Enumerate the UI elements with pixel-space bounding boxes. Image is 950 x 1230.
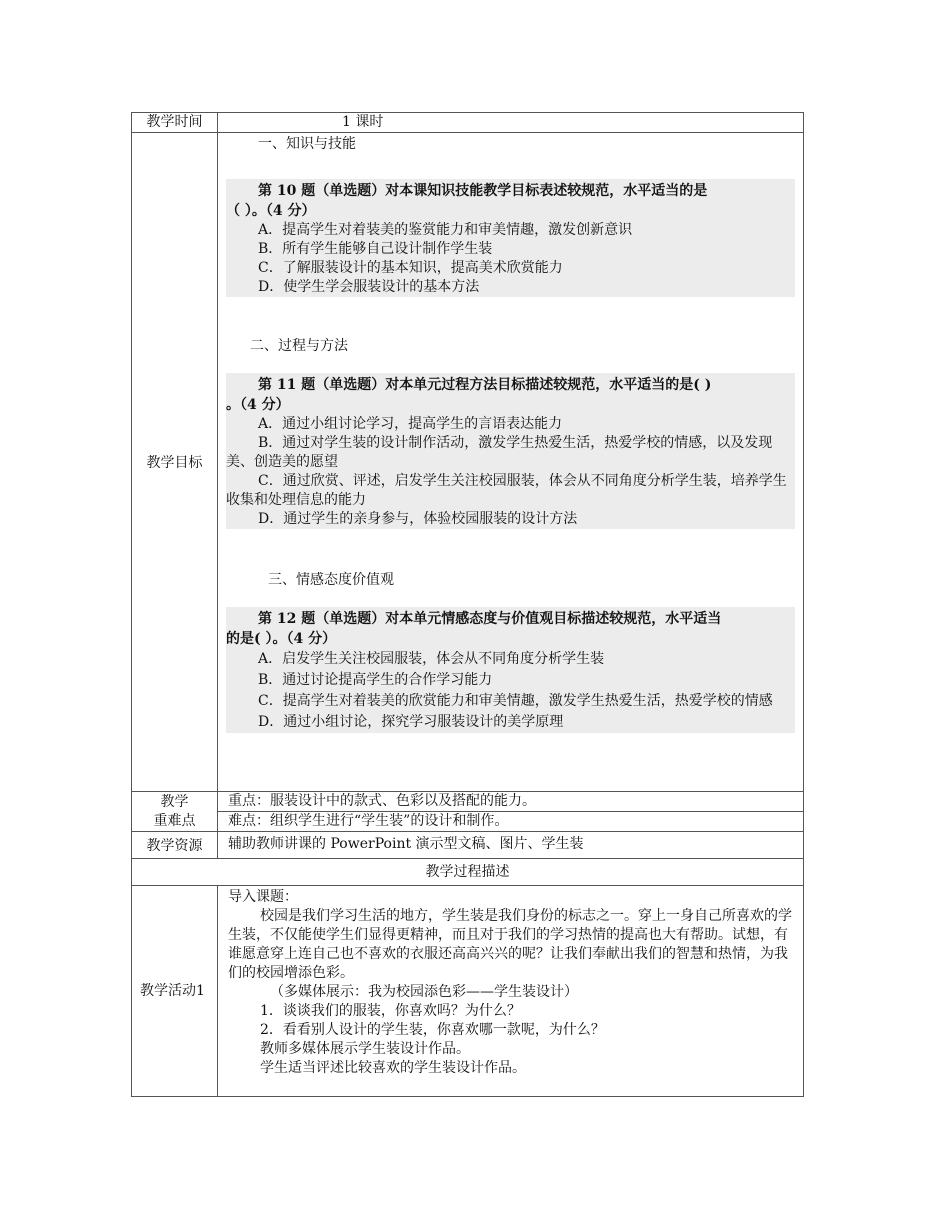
question-11-title-cont: 。（4 分）	[226, 397, 290, 413]
time-label: 教学时间	[132, 113, 218, 133]
resources-label: 教学资源	[132, 832, 218, 859]
multimedia-note: （多媒体展示：我为校园添色彩——学生装设计）	[270, 984, 578, 1000]
question-11	[226, 373, 795, 529]
option-a: A．启发学生关注校园服装，体会从不同角度分析学生装	[258, 651, 605, 667]
question-11-title: 第 11 题（单选题）对本单元过程方法目标描述较规范，水平适当的是( )	[258, 377, 712, 393]
option-a: A．提高学生对着装美的鉴赏能力和审美情趣，激发创新意识	[258, 222, 633, 238]
activity-step-2: 2．看看别人设计的学生装，你喜欢哪一款呢，为什么？	[260, 1022, 605, 1038]
activity1-cell	[218, 886, 804, 1097]
difficulty-text: 难点：组织学生进行“学生装”的设计和制作。	[218, 812, 804, 832]
option-a: A．通过小组讨论学习，提高学生的言语表达能力	[258, 416, 563, 432]
question-10	[226, 179, 795, 297]
intro-heading: 导入课题：	[228, 889, 298, 905]
question-12-title-cont: 的是( ）。（4 分）	[226, 631, 337, 647]
option-b: B．通过对学生装的设计制作活动，激发学生热爱生活，热爱学校的情感，以及发现美、创造美的愿望	[226, 435, 773, 470]
key-points-label	[132, 792, 218, 832]
section-heading-values: 三、情感态度价值观	[268, 572, 394, 588]
objectives-row	[132, 133, 804, 792]
question-10-title: 第 10 题（单选题）对本课知识技能教学目标表述较规范，水平适当的是	[258, 183, 708, 199]
option-d: D．通过小组讨论，探究学习服装设计的美学原理	[258, 714, 564, 730]
option-d: D．通过学生的亲身参与，体验校园服装的设计方法	[258, 511, 578, 527]
key-points-row-focus	[132, 792, 804, 812]
option-b: B．所有学生能够自己设计制作学生装	[258, 241, 493, 257]
time-value: 1 课时	[218, 113, 804, 133]
key-points-row-difficulty	[132, 812, 804, 832]
question-12-title: 第 12 题（单选题）对本单元情感态度与价值观目标描述较规范，水平适当	[258, 611, 722, 627]
section-heading-process: 二、过程与方法	[250, 338, 348, 354]
option-c: C．了解服装设计的基本知识，提高美术欣赏能力	[258, 260, 563, 276]
activity-step-1: 1．谈谈我们的服装，你喜欢吗？为什么？	[260, 1003, 521, 1019]
teacher-demo: 教师多媒体展示学生装设计作品。	[260, 1041, 470, 1057]
student-review: 学生适当评述比较喜欢的学生装设计作品。	[260, 1060, 526, 1076]
section-heading-knowledge: 一、知识与技能	[258, 136, 356, 152]
activity1-label: 教学活动1	[132, 886, 218, 1097]
question-10-title-cont: （ ）。（4 分）	[226, 203, 316, 219]
option-d: D．使学生学会服装设计的基本方法	[258, 279, 480, 295]
intro-paragraph: 校园是我们学习生活的地方，学生装是我们身份的标志之一。穿上一身自己所喜欢的学生装，不仅能使学生们显得更精神，而且对于我们的学习热情的提高也大有帮助。试想，有谁愿意穿上连自己也不喜欢的衣服还高高兴兴的呢？让我们奉献出我们的智慧和热情，为我们的校园增添色彩。	[228, 908, 792, 981]
time-row	[132, 113, 804, 133]
process-header: 教学过程描述	[132, 859, 804, 886]
objectives-label: 教学目标	[132, 133, 218, 792]
resources-value: 辅助教师讲课的 PowerPoint 演示型文稿、图片、学生装	[218, 832, 804, 859]
option-c: C．通过欣赏、评述，启发学生关注校园服装，体会从不同角度分析学生装，培养学生收集和处理信息的能力	[226, 473, 787, 508]
resources-row	[132, 832, 804, 859]
key-points-label-line1: 教学	[160, 793, 189, 810]
key-points-label-line2: 重难点	[153, 812, 196, 829]
activity1-row	[132, 886, 804, 1097]
objectives-cell	[218, 133, 804, 792]
option-b: B．通过讨论提高学生的合作学习能力	[258, 672, 493, 688]
option-c: C．提高学生对着装美的欣赏能力和审美情趣，激发学生热爱生活，热爱学校的情感	[258, 693, 773, 709]
question-12	[226, 607, 795, 733]
focus-text: 重点：服装设计中的款式、色彩以及搭配的能力。	[218, 792, 804, 812]
lesson-plan-table	[131, 112, 804, 1097]
process-header-row	[132, 859, 804, 886]
